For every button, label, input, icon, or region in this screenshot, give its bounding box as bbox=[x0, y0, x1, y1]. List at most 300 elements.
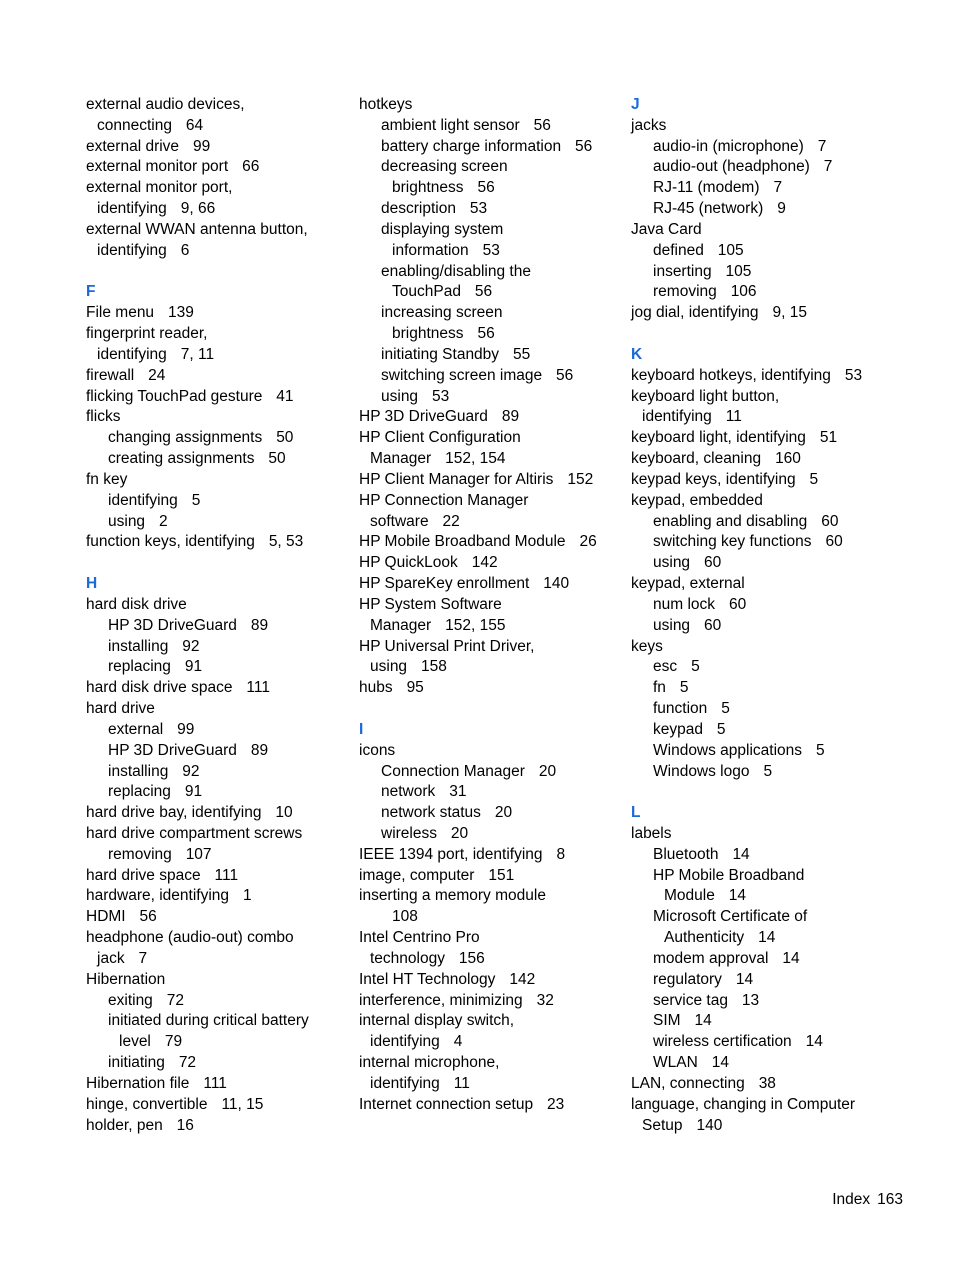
index-entry bbox=[86, 116, 348, 137]
index-entry-pages: 5 bbox=[763, 762, 773, 780]
index-entry-term: identifying bbox=[370, 1033, 440, 1051]
index-entry-term: using bbox=[108, 512, 146, 530]
index-entry-term: installing bbox=[108, 637, 169, 655]
index-entry-term: keypad keys, identifying bbox=[631, 470, 796, 488]
index-entry bbox=[359, 512, 621, 533]
index-entry bbox=[359, 178, 621, 199]
index-entry-pages: 142 bbox=[509, 970, 536, 988]
index-entry-term: Intel Centrino Pro bbox=[359, 929, 480, 947]
index-entry-term: Intel HT Technology bbox=[359, 970, 496, 988]
index-entry-pages: 156 bbox=[458, 949, 485, 967]
index-entry bbox=[631, 949, 903, 970]
index-entry bbox=[359, 886, 621, 907]
index-entry-pages: 53 bbox=[844, 366, 863, 384]
index-entry-term: Authenticity bbox=[664, 929, 745, 947]
index-entry bbox=[86, 949, 348, 970]
index-entry bbox=[359, 949, 621, 970]
index-entry-term: audio-in (microphone) bbox=[653, 137, 804, 155]
index-entry-term: initiating Standby bbox=[381, 345, 500, 363]
index-entry-pages: 92 bbox=[182, 637, 200, 655]
index-entry-term: battery charge information bbox=[381, 137, 562, 155]
index-entry-pages: 5 bbox=[679, 679, 689, 697]
index-entry-pages: 5 bbox=[191, 491, 201, 509]
index-entry bbox=[86, 866, 348, 887]
index-entry-term: identifying bbox=[97, 241, 167, 259]
index-entry-pages: 5 bbox=[691, 658, 700, 676]
index-entry-term: identifying bbox=[370, 1074, 440, 1092]
index-entry-term: RJ-11 (modem) bbox=[653, 179, 760, 197]
index-entry bbox=[86, 741, 348, 762]
index-entry bbox=[359, 324, 621, 345]
index-entry bbox=[86, 720, 348, 741]
index-entry-pages: 16 bbox=[176, 1116, 194, 1134]
index-entry-pages: 151 bbox=[488, 866, 515, 884]
index-entry-term: regulatory bbox=[653, 970, 722, 988]
index-entry-term: holder, pen bbox=[86, 1116, 163, 1134]
index-entry-term: replacing bbox=[108, 783, 171, 801]
index-entry-pages: 32 bbox=[536, 991, 554, 1009]
index-entry bbox=[631, 762, 903, 783]
index-entry-term: defined bbox=[653, 241, 704, 259]
index-entry-term: switching key functions bbox=[653, 533, 812, 551]
index-entry bbox=[631, 741, 903, 762]
index-entry-term: network bbox=[381, 783, 436, 801]
index-entry-term: removing bbox=[653, 283, 717, 301]
index-entry-term: HP 3D DriveGuard bbox=[108, 616, 237, 634]
index-entry bbox=[86, 928, 348, 949]
index-entry-term: Connection Manager bbox=[381, 762, 525, 780]
index-entry bbox=[86, 387, 348, 408]
index-entry-term: information bbox=[392, 241, 469, 259]
index-entry bbox=[631, 1095, 903, 1116]
index-entry bbox=[359, 532, 621, 553]
index-entry-term: Java Card bbox=[631, 220, 702, 238]
index-letter-heading: F bbox=[86, 283, 96, 301]
page-number: 163 bbox=[877, 1191, 903, 1208]
index-entry bbox=[359, 907, 621, 928]
index-entry-term: brightness bbox=[392, 325, 464, 343]
index-entry-term: using bbox=[370, 658, 408, 676]
index-entry-term: HP Mobile Broadband bbox=[653, 866, 805, 884]
index-entry bbox=[86, 803, 348, 824]
index-entry-term: HP Mobile Broadband Module bbox=[359, 533, 566, 551]
index-entry-term: displaying system bbox=[381, 220, 504, 238]
index-letter-heading: L bbox=[631, 804, 641, 822]
index-entry bbox=[631, 907, 903, 928]
index-entry-term: IEEE 1394 port, identifying bbox=[359, 845, 543, 863]
index-entry-pages: 4 bbox=[453, 1033, 463, 1051]
index-entry-term: description bbox=[381, 200, 456, 218]
index-entry-term: external monitor port, bbox=[86, 179, 233, 197]
index-entry-term: HP QuickLook bbox=[359, 554, 458, 572]
index-entry-pages: 14 bbox=[728, 887, 747, 905]
index-entry-term: inserting a memory module bbox=[359, 887, 546, 905]
index-entry-term: hinge, convertible bbox=[86, 1095, 208, 1113]
index-entry bbox=[359, 866, 621, 887]
index-entry-pages: 20 bbox=[538, 762, 557, 780]
index-entry-term: identifying bbox=[97, 200, 167, 218]
index-entry bbox=[359, 303, 621, 324]
index-entry-term: keyboard light, identifying bbox=[631, 429, 806, 447]
index-entry-term: software bbox=[370, 512, 429, 530]
index-entry-pages: 89 bbox=[250, 616, 269, 634]
index-entry-term: image, computer bbox=[359, 866, 475, 884]
index-entry-term: keyboard, cleaning bbox=[631, 450, 762, 468]
index-entry bbox=[86, 137, 348, 158]
index-entry-term: identifying bbox=[642, 408, 712, 426]
index-entry bbox=[359, 1032, 621, 1053]
index-entry-term: TouchPad bbox=[392, 283, 461, 301]
index-entry bbox=[86, 1011, 348, 1032]
index-entry-term: fn key bbox=[86, 470, 128, 488]
index-entry-term: hotkeys bbox=[359, 96, 413, 113]
index-entry bbox=[359, 657, 621, 678]
index-entry-term: increasing screen bbox=[381, 304, 503, 322]
index-entry-pages: 56 bbox=[477, 325, 495, 343]
index-entry bbox=[631, 220, 903, 241]
index-entry bbox=[86, 1095, 348, 1116]
index-entry-pages: 152, 155 bbox=[445, 616, 506, 634]
index-entry bbox=[631, 241, 903, 262]
index-entry bbox=[631, 699, 903, 720]
index-entry bbox=[86, 241, 348, 262]
index-entry-pages: 95 bbox=[406, 679, 424, 697]
index-entry bbox=[631, 449, 903, 470]
index-entry-pages: 140 bbox=[696, 1116, 723, 1134]
index-entry-pages: 14 bbox=[805, 1033, 823, 1051]
index-column-3 bbox=[631, 95, 903, 1136]
index-entry-term: HP System Software bbox=[359, 595, 502, 613]
index-entry-term: Hibernation bbox=[86, 970, 166, 988]
index-entry bbox=[86, 616, 348, 637]
index-entry-term: HP SpareKey enrollment bbox=[359, 575, 530, 593]
index-entry bbox=[86, 907, 348, 928]
index-entry-term: HP 3D DriveGuard bbox=[108, 741, 237, 759]
index-entry bbox=[359, 970, 621, 991]
index-entry bbox=[86, 1116, 348, 1137]
index-entry-pages: 152, 154 bbox=[445, 450, 506, 468]
index-entry bbox=[86, 178, 348, 199]
index-entry bbox=[359, 95, 621, 116]
index-entry bbox=[359, 782, 621, 803]
index-entry-term: enabling and disabling bbox=[653, 512, 808, 530]
index-entry bbox=[631, 407, 903, 428]
index-entry-term: esc bbox=[653, 658, 678, 676]
index-entry-term: Setup bbox=[642, 1116, 683, 1134]
index-entry-term: hard drive compartment screws bbox=[86, 824, 303, 842]
index-entry bbox=[631, 616, 903, 637]
index-entry bbox=[631, 116, 903, 137]
index-entry-term: headphone (audio-out) combo bbox=[86, 929, 294, 947]
index-entry-pages: 13 bbox=[741, 991, 760, 1009]
index-entry-term: Manager bbox=[370, 450, 432, 468]
index-entry-pages: 56 bbox=[477, 179, 495, 197]
index-entry-term: fingerprint reader, bbox=[86, 325, 208, 343]
index-entry-term: hubs bbox=[359, 679, 393, 697]
index-entry-term: keyboard hotkeys, identifying bbox=[631, 366, 831, 384]
index-entry-term: hard drive bay, identifying bbox=[86, 804, 262, 822]
index-entry-term: Microsoft Certificate of bbox=[653, 908, 808, 926]
index-entry-pages: 111 bbox=[246, 679, 270, 697]
index-entry-pages: 11 bbox=[453, 1074, 470, 1092]
index-entry-term: Windows logo bbox=[653, 762, 750, 780]
index-entry bbox=[359, 407, 621, 428]
index-entry bbox=[631, 137, 903, 158]
index-entry bbox=[86, 366, 348, 387]
index-entry bbox=[359, 157, 621, 178]
index-entry-term: jack bbox=[97, 949, 125, 967]
index-entry bbox=[631, 970, 903, 991]
index-entry bbox=[631, 845, 903, 866]
index-entry-term: keyboard light button, bbox=[631, 387, 780, 405]
index-entry bbox=[631, 470, 903, 491]
index-entry-pages: 72 bbox=[166, 991, 184, 1009]
index-entry bbox=[631, 886, 903, 907]
index-entry bbox=[631, 262, 903, 283]
index-entry-pages: 14 bbox=[782, 949, 800, 967]
index-entry-pages: 14 bbox=[694, 1012, 712, 1030]
index-entry-term: initiated during critical battery bbox=[108, 1012, 309, 1030]
index-entry bbox=[359, 470, 621, 491]
index-entry-pages: 5 bbox=[716, 720, 726, 738]
index-entry bbox=[359, 824, 621, 845]
index-entry-pages: 7 bbox=[138, 949, 148, 967]
index-entry bbox=[86, 1074, 348, 1095]
index-entry-pages: 53 bbox=[482, 241, 500, 259]
index-entry-pages: 152 bbox=[567, 470, 594, 488]
index-entry-pages: 108 bbox=[392, 908, 418, 926]
index-entry-term: HP Universal Print Driver, bbox=[359, 637, 535, 655]
index-entry bbox=[631, 1032, 903, 1053]
index-entry-term: replacing bbox=[108, 658, 171, 676]
index-entry bbox=[631, 553, 903, 574]
index-entry-term: changing assignments bbox=[108, 429, 263, 447]
index-entry-term: labels bbox=[631, 824, 672, 842]
index-entry bbox=[631, 1116, 903, 1137]
index-letter-heading: K bbox=[631, 345, 643, 363]
index-entry bbox=[86, 95, 348, 116]
index-entry-term: function keys, identifying bbox=[86, 533, 255, 551]
index-entry bbox=[631, 532, 903, 553]
index-entry-pages: 9 bbox=[777, 200, 786, 218]
index-entry-term: keypad, embedded bbox=[631, 491, 763, 509]
index-entry-term: technology bbox=[370, 949, 445, 967]
index-entry-pages: 14 bbox=[735, 970, 754, 988]
index-letter-heading: J bbox=[631, 96, 640, 113]
index-entry-term: ambient light sensor bbox=[381, 116, 520, 134]
index-entry bbox=[631, 1074, 903, 1095]
index-entry bbox=[86, 845, 348, 866]
index-entry bbox=[86, 449, 348, 470]
index-entry bbox=[86, 637, 348, 658]
index-entry-term: switching screen image bbox=[381, 366, 543, 384]
index-entry-pages: 91 bbox=[184, 783, 203, 801]
index-entry-pages: 11, 15 bbox=[221, 1095, 264, 1113]
index-column-1 bbox=[86, 95, 348, 1136]
index-entry-term: external drive bbox=[86, 137, 180, 155]
index-entry bbox=[86, 595, 348, 616]
index-entry bbox=[86, 303, 348, 324]
index-entry bbox=[631, 678, 903, 699]
index-entry-pages: 7 bbox=[773, 179, 783, 197]
index-entry-pages: 56 bbox=[556, 366, 574, 384]
index-entry-term: service tag bbox=[653, 991, 728, 1009]
index-entry bbox=[359, 199, 621, 220]
index-entry bbox=[86, 157, 348, 178]
index-entry-pages: 60 bbox=[728, 595, 747, 613]
index-entry-term: creating assignments bbox=[108, 450, 255, 468]
index-entry-term: num lock bbox=[653, 595, 716, 613]
index-entry bbox=[86, 1053, 348, 1074]
index-entry-term: modem approval bbox=[653, 949, 769, 967]
index-entry-term: external audio devices, bbox=[86, 96, 245, 113]
index-entry bbox=[86, 678, 348, 699]
index-entry bbox=[86, 762, 348, 783]
index-entry-pages: 89 bbox=[250, 741, 269, 759]
index-entry bbox=[359, 1053, 621, 1074]
index-entry-pages: 160 bbox=[775, 450, 801, 468]
index-entry-term: SIM bbox=[653, 1012, 681, 1030]
index-entry-term: firewall bbox=[86, 366, 135, 384]
index-entry-pages: 7, 11 bbox=[180, 345, 215, 363]
index-entry-term: using bbox=[381, 387, 419, 405]
index-entry-pages: 72 bbox=[178, 1054, 197, 1072]
index-entry-term: external bbox=[108, 720, 164, 738]
footer-label: Index bbox=[832, 1191, 871, 1208]
index-entry-pages: 53 bbox=[432, 387, 450, 405]
index-entry bbox=[359, 553, 621, 574]
index-entry bbox=[86, 532, 348, 553]
index-entry bbox=[631, 282, 903, 303]
index-entry-pages: 99 bbox=[192, 137, 211, 155]
index-entry bbox=[631, 428, 903, 449]
index-entry-pages: 51 bbox=[819, 429, 838, 447]
index-entry bbox=[86, 512, 348, 533]
index-entry bbox=[631, 1011, 903, 1032]
index-entry bbox=[359, 137, 621, 158]
index-entry bbox=[631, 637, 903, 658]
index-entry-term: keypad, external bbox=[631, 575, 745, 593]
index-letter-heading: H bbox=[86, 575, 98, 593]
index-entry-pages: 20 bbox=[450, 824, 469, 842]
index-entry bbox=[359, 366, 621, 387]
index-entry-pages: 5 bbox=[815, 741, 825, 759]
index-entry-pages: 158 bbox=[421, 658, 447, 676]
index-entry bbox=[86, 345, 348, 366]
index-entry bbox=[359, 220, 621, 241]
index-entry-pages: 6 bbox=[180, 241, 190, 259]
index-entry bbox=[631, 866, 903, 887]
index-entry bbox=[86, 970, 348, 991]
index-entry-pages: 10 bbox=[275, 804, 293, 822]
index-entry bbox=[631, 1053, 903, 1074]
index-entry-pages: 107 bbox=[185, 845, 212, 863]
index-entry bbox=[631, 303, 903, 324]
index-entry bbox=[86, 428, 348, 449]
index-entry-pages: 105 bbox=[717, 241, 744, 259]
index-entry-pages: 60 bbox=[825, 533, 843, 551]
index-entry-term: jacks bbox=[631, 116, 667, 134]
index-entry-term: identifying bbox=[97, 345, 167, 363]
index-entry-term: internal microphone, bbox=[359, 1054, 500, 1072]
index-entry-pages: 99 bbox=[177, 720, 195, 738]
index-entry bbox=[359, 1074, 621, 1095]
index-entry-term: keys bbox=[631, 637, 663, 655]
index-entry-pages: 111 bbox=[214, 866, 239, 884]
index-entry-pages: 55 bbox=[513, 345, 531, 363]
index-entry-term: using bbox=[653, 554, 691, 572]
index-entry-pages: 22 bbox=[442, 512, 460, 530]
index-entry-pages: 50 bbox=[276, 429, 294, 447]
index-entry bbox=[631, 178, 903, 199]
index-entry bbox=[86, 699, 348, 720]
index-entry-term: level bbox=[119, 1033, 151, 1051]
index-entry bbox=[359, 116, 621, 137]
index-entry-term: Hibernation file bbox=[86, 1074, 190, 1092]
page-footer bbox=[832, 1191, 903, 1209]
index-entry-pages: 14 bbox=[711, 1054, 729, 1072]
index-column-2 bbox=[359, 95, 621, 1116]
index-entry-term: external monitor port bbox=[86, 158, 229, 176]
index-entry-term: interference, minimizing bbox=[359, 991, 523, 1009]
index-entry-pages: 60 bbox=[704, 554, 722, 572]
index-entry-term: enabling/disabling the bbox=[381, 262, 531, 280]
index-entry-pages: 5 bbox=[721, 700, 730, 718]
index-entry-term: wireless certification bbox=[653, 1033, 792, 1051]
index-entry bbox=[359, 762, 621, 783]
index-entry bbox=[86, 324, 348, 345]
index-entry-term: installing bbox=[108, 762, 169, 780]
index-entry-pages: 111 bbox=[203, 1074, 227, 1092]
index-entry-term: HP 3D DriveGuard bbox=[359, 408, 488, 426]
index-entry-term: wireless bbox=[381, 824, 437, 842]
index-entry-pages: 142 bbox=[471, 554, 498, 572]
index-entry bbox=[359, 574, 621, 595]
index-entry-pages: 1 bbox=[242, 887, 252, 905]
index-entry bbox=[359, 282, 621, 303]
index-entry bbox=[86, 657, 348, 678]
index-letter-heading: I bbox=[359, 720, 364, 738]
index-entry-term: HP Connection Manager bbox=[359, 491, 529, 509]
index-entry-term: fn bbox=[653, 679, 666, 697]
index-entry-pages: 14 bbox=[758, 929, 776, 947]
index-entry bbox=[359, 637, 621, 658]
index-entry bbox=[631, 491, 903, 512]
index-entry-term: icons bbox=[359, 741, 396, 759]
index-entry-term: initiating bbox=[108, 1054, 165, 1072]
index-entry-term: decreasing screen bbox=[381, 158, 508, 176]
index-entry-term: Module bbox=[664, 887, 715, 905]
index-entry bbox=[359, 1011, 621, 1032]
index-entry bbox=[86, 470, 348, 491]
index-entry-term: LAN, connecting bbox=[631, 1074, 745, 1092]
index-entry-term: jog dial, identifying bbox=[631, 304, 759, 322]
index-entry bbox=[359, 345, 621, 366]
index-entry-term: brightness bbox=[392, 179, 464, 197]
index-entry bbox=[359, 449, 621, 470]
index-entry-pages: 50 bbox=[268, 450, 286, 468]
index-entry bbox=[86, 407, 348, 428]
index-entry bbox=[631, 928, 903, 949]
index-entry bbox=[631, 595, 903, 616]
index-entry-term: Manager bbox=[370, 616, 432, 634]
index-entry-term: network status bbox=[381, 804, 481, 822]
index-entry-term: Bluetooth bbox=[653, 845, 719, 863]
index-entry bbox=[86, 1032, 348, 1053]
index-entry bbox=[359, 491, 621, 512]
index-entry-term: hard drive space bbox=[86, 866, 201, 884]
index-entry bbox=[86, 991, 348, 1012]
